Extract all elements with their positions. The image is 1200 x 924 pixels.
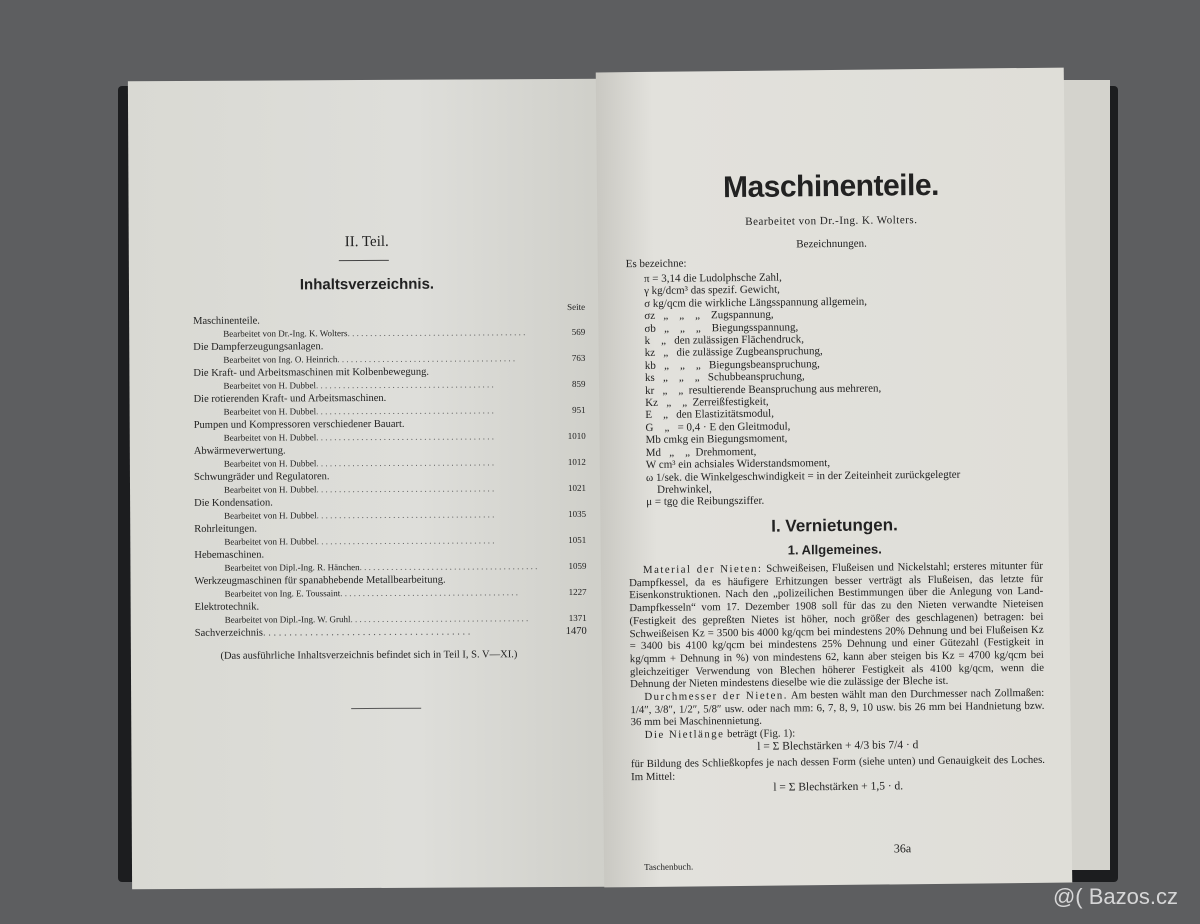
toc-author: Bearbeitet von H. Dubbel bbox=[223, 380, 316, 391]
divider bbox=[339, 260, 389, 261]
paragraph-lead: Material der Nieten: bbox=[642, 562, 763, 577]
toc-title: Die Dampferzeugungsanlagen. bbox=[193, 341, 324, 353]
symbol-definition: σz „ „ „ Zugspannung, bbox=[644, 308, 774, 323]
toc-author: Bearbeitet von H. Dubbel bbox=[224, 484, 317, 495]
symbol-definition: kz „ die zulässige Zugbeanspruchung, bbox=[644, 345, 823, 360]
toc-entry bbox=[194, 417, 586, 445]
symbol-definition: ω 1/sek. die Winkelgeschwindigkeit = in der Zeiteinheit zurückgelegter bbox=[645, 468, 961, 484]
footer: Taschenbuch. bbox=[644, 861, 694, 873]
toc-title: Hebemaschinen. bbox=[194, 549, 265, 561]
toc-author: Bearbeitet von Ing. E. Toussaint bbox=[224, 588, 341, 599]
toc-author: Bearbeitet von Dipl.-Ing. R. Hänchen bbox=[224, 562, 360, 573]
toc-entry-index bbox=[195, 625, 587, 640]
symbol-definition: Md „ „ Drehmoment, bbox=[645, 445, 757, 459]
symbol-definition: W cm³ ein achsiales Widerstandsmoment, bbox=[645, 457, 831, 472]
left-page bbox=[128, 79, 608, 889]
toc-author: Bearbeitet von H. Dubbel bbox=[224, 536, 317, 547]
toc-author: Bearbeitet von Ing. O. Heinrich bbox=[223, 354, 338, 365]
symbol-list bbox=[644, 270, 961, 509]
toc-entry bbox=[194, 573, 586, 601]
symbol-definition: Mb cmkg ein Biegungsmoment, bbox=[645, 432, 788, 447]
paragraph-text: Schweißeisen, Flußeisen und Nickelstahl; ersteres mitunter für Dampfkessel, da es häufigere Erhitzungen besser verträgt als Flußeisen, das letzte für Eisenkonstruktionen. Nach den „polizeilichen Bestimmungen über die Anlegung von Land-Dampfkesseln“ vom 17. Dezember 1908 soll für das zu den Nieten verwandte Nieteisen (Festigkeit des gepreßten Nietes ist höher, noch größer des geschlagenen) betragen: bei Schweißeisen Kz = 3500 bis 4000 kg/qcm bei mindestens 20% Dehnung und bei Flußeisen Kz = 3400 bis 4100 kg/qcm bei mindestens 25% Dehnung und einer Gütezahl (Festigkeit in kg/qmm + Dehnung in %) von mindestens 62, kann aber steigen bis Kz = 4700 kg/qcm bei gleichzeitiger Verwendung von Blechen höherer Festigkeit als 4100 kg/qcm, wenn die Dehnung der Nieten mindestens dieselbe wie die zulässige der Bleche ist. bbox=[629, 559, 1045, 691]
toc-page: 1012 bbox=[567, 456, 586, 467]
byline: Bearbeitet von Dr.-Ing. K. Wolters. bbox=[745, 214, 918, 228]
symbol-definition: Drehwinkel, bbox=[646, 483, 712, 496]
toc-title: Die Kraft- und Arbeitsmaschinen mit Kolbenbewegung. bbox=[193, 366, 430, 379]
toc-page: 1051 bbox=[568, 534, 587, 545]
section-heading: I. Vernietungen. bbox=[771, 515, 898, 536]
toc-author: Bearbeitet von Dr.-Ing. K. Wolters bbox=[223, 328, 348, 339]
paragraph-lead: Die Nietlänge bbox=[644, 728, 725, 742]
toc-entry bbox=[194, 469, 586, 497]
symbol-definition: kb „ „ „ Biegungsbeanspruchung, bbox=[644, 357, 820, 372]
toc-page: 1021 bbox=[567, 482, 587, 493]
body-text bbox=[629, 560, 1045, 800]
paragraph bbox=[629, 560, 1044, 691]
toc-page: 569 bbox=[571, 326, 586, 337]
part-label: II. Teil. bbox=[344, 233, 389, 251]
toc-note: (Das ausführliche Inhaltsverzeichnis befindet sich in Teil I, S. V—XI.) bbox=[220, 649, 518, 662]
toc-entry bbox=[194, 391, 586, 419]
formula: l = Σ Blechstärken + 4/3 bis 7/4 · d bbox=[757, 738, 919, 753]
paragraph-text: beträgt (Fig. 1): bbox=[727, 727, 796, 741]
toc-title: Die rotierenden Kraft- und Arbeitsmaschinen. bbox=[193, 392, 387, 405]
symbol-definition: σb „ „ „ Biegungsspannung, bbox=[644, 320, 799, 335]
toc-entry bbox=[194, 521, 586, 549]
symbol-definition: σ kg/qcm die wirkliche Längsspannung allgemein, bbox=[644, 295, 868, 310]
toc-author: Bearbeitet von Dipl.-Ing. W. Gruhl bbox=[224, 614, 351, 625]
symbol-definition: π = 3,14 die Ludolphsche Zahl, bbox=[643, 271, 782, 285]
toc-title: Sachverzeichnis bbox=[194, 627, 264, 639]
toc-page: 1035 bbox=[568, 508, 587, 519]
toc-entry bbox=[194, 547, 586, 575]
toc-title: Rohrleitungen. bbox=[194, 523, 257, 535]
page-column-label: Seite bbox=[567, 301, 586, 312]
toc-author: Bearbeitet von H. Dubbel bbox=[223, 458, 317, 469]
toc-entry bbox=[193, 313, 585, 341]
toc-author: Bearbeitet von H. Dubbel bbox=[223, 432, 317, 443]
symbol-definition: ks „ „ „ Schubbeanspruchung, bbox=[644, 370, 805, 385]
toc-title: Maschinenteile. bbox=[193, 315, 260, 327]
intro: Es bezeichne: bbox=[625, 257, 687, 271]
toc-title: Werkzeugmaschinen für spanabhebende Metallbearbeitung. bbox=[194, 574, 446, 587]
watermark-logo: @( Bazos.cz bbox=[1052, 884, 1178, 909]
end-rule bbox=[351, 708, 421, 709]
toc-list bbox=[193, 301, 587, 640]
chapter-title: Maschinenteile. bbox=[722, 168, 940, 205]
paragraph bbox=[630, 687, 1044, 729]
toc-entry bbox=[193, 339, 585, 367]
toc-page: 763 bbox=[571, 352, 586, 363]
toc-entry bbox=[194, 495, 586, 523]
subheading: Bezeichnungen. bbox=[796, 237, 867, 251]
symbol-definition: Kz „ „ Zerreißfestigkeit, bbox=[645, 395, 769, 410]
toc-page: 951 bbox=[572, 404, 586, 415]
toc-title: Abwärmeverwertung. bbox=[193, 445, 286, 457]
paragraph-lead: Durchmesser der Nieten. bbox=[644, 689, 789, 704]
toc-title: Pumpen und Kompressoren verschiedener Bauart. bbox=[193, 418, 405, 431]
toc-page: 1371 bbox=[568, 612, 587, 623]
toc-page: 1010 bbox=[567, 430, 586, 441]
toc-page: 1470 bbox=[565, 625, 587, 637]
toc-page: 1059 bbox=[568, 560, 587, 571]
symbol-definition: E „ den Elastizitätsmodul, bbox=[645, 408, 775, 422]
toc-entry bbox=[193, 365, 585, 393]
subsection-heading: 1. Allgemeines. bbox=[787, 541, 882, 558]
toc-heading: Inhaltsverzeichnis. bbox=[299, 275, 435, 294]
toc-page: 1227 bbox=[568, 586, 587, 597]
symbol-definition: G „ = 0,4 · E den Gleitmodul, bbox=[645, 420, 791, 434]
paragraph: für Bildung des Schließkopfes je nach dessen Form (siehe unten) und Genauigkeit des Loches. Im Mittel: bbox=[630, 753, 1046, 783]
toc-author: Bearbeitet von H. Dubbel bbox=[224, 510, 317, 521]
symbol-definition: γ kg/dcm³ das spezif. Gewicht, bbox=[643, 283, 780, 298]
formula: l = Σ Blechstärken + 1,5 · d. bbox=[773, 780, 904, 794]
symbol-definition: μ = tgϱ die Reibungsziffer. bbox=[646, 495, 765, 509]
signature-mark: 36a bbox=[893, 841, 912, 856]
paragraph-text: Am besten wählt man den Durchmesser nach Zollmaßen: 1/4″, 3/8″, 1/2″, 5/8″ usw. oder nach mm: 6, 7, 8, 9, 10 usw. bis 26 mm bei Handnietung bzw. 36 mm bei Maschinennietung. bbox=[630, 686, 1045, 729]
symbol-definition: k „ den zulässigen Flächendruck, bbox=[644, 333, 805, 348]
toc-page: 859 bbox=[571, 378, 586, 389]
toc-entry bbox=[195, 599, 587, 627]
symbol-definition: kr „ „ resultierende Beanspruchung aus mehreren, bbox=[645, 382, 882, 397]
toc-author: Bearbeitet von H. Dubbel bbox=[223, 406, 317, 417]
toc-title: Schwungräder und Regulatoren. bbox=[193, 471, 330, 483]
toc-title: Elektrotechnik. bbox=[194, 601, 260, 613]
toc-entry bbox=[194, 443, 586, 471]
toc-title: Die Kondensation. bbox=[194, 497, 273, 509]
right-page bbox=[596, 68, 1073, 888]
